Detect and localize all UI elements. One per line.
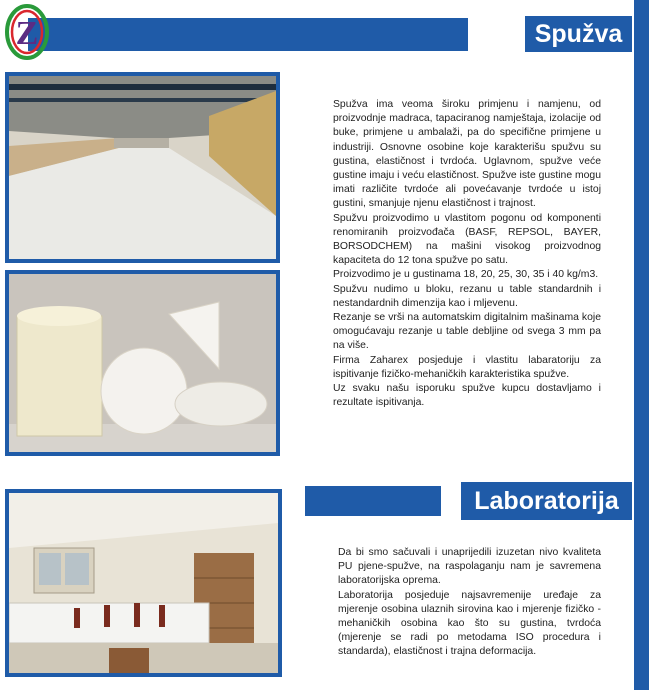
paragraph: Uz svaku našu isporuku spužve kupcu dostavljamo i rezultate ispitivanja.	[333, 383, 601, 409]
page-title: Spužva	[525, 16, 632, 52]
laboratory-photo	[5, 489, 282, 677]
foam-blocks-photo	[5, 270, 280, 456]
factory-production-photo	[5, 72, 280, 263]
right-edge-bar	[634, 0, 649, 690]
paragraph: Spužvu nudimo u bloku, rezanu u table standardnih i nestandardnih dimenzija kao i mljevenu.	[333, 283, 601, 309]
zaharex-logo-icon	[2, 2, 52, 62]
header-bar	[28, 18, 468, 51]
laboratory-description	[338, 546, 601, 660]
paragraph: Spužva ima veoma široku primjenu i namjenu, od proizvodnje madraca, tapaciranog namještaja, izolacije od buke, primjene u ambalaži, pa do specifične primjene u industriji. Osnovne osobine koje karakterišu spužvu su gustina, elastičnost i tvrdoća. Uglavnom, spužve veće gustine imaju i veću elastičnost. Spužve iste gustine mogu imati različite tvrdoće ali povećavanje tvrdoće u istoj gustini, smanjuje njenu elastičnost i trajnost.	[333, 99, 601, 210]
logo-letter: Z	[15, 15, 39, 52]
paragraph: Da bi smo sačuvali i unaprijedili izuzetan nivo kvaliteta PU pjene-spužve, na raspolaganju nam je savremena laboratorijska oprema.	[338, 547, 601, 587]
section2-title: Laboratorija	[461, 482, 632, 520]
paragraph: Rezanje se vrši na automatskim digitalnim mašinama koje omogućavaju rezanje u table debljine od svega 3 mm pa na više.	[333, 312, 601, 352]
paragraph: Proizvodimo je u gustinama 18, 20, 25, 30, 35 i 40 kg/m3.	[333, 269, 599, 281]
paragraph: Laboratorija posjeduje najsavremenije uređaje za mjerenje osobina ulaznih sirovina kao i mjerenje fizičko - mehaničkih osobina kao što su gustina, tvrdoća (mjerenje se radi po metodama ISO procedura i standarda), elastičnost i trajna deformacija.	[338, 589, 601, 658]
paragraph: Firma Zaharex posjeduje i vlastitu labaratoriju za ispitivanje fizičko-mehaničkih karakteristika spužve.	[333, 354, 601, 380]
paragraph: Spužvu proizvodimo u vlastitom pogonu od komponenti renomiranih proizvođača (BASF, REPSOL, BAYER, BORSODCHEM) na mašini visokog proizvodnog kapaciteta do 12 tona spužve po satu.	[333, 212, 601, 267]
section2-bar	[305, 486, 441, 516]
foam-description	[333, 98, 601, 410]
